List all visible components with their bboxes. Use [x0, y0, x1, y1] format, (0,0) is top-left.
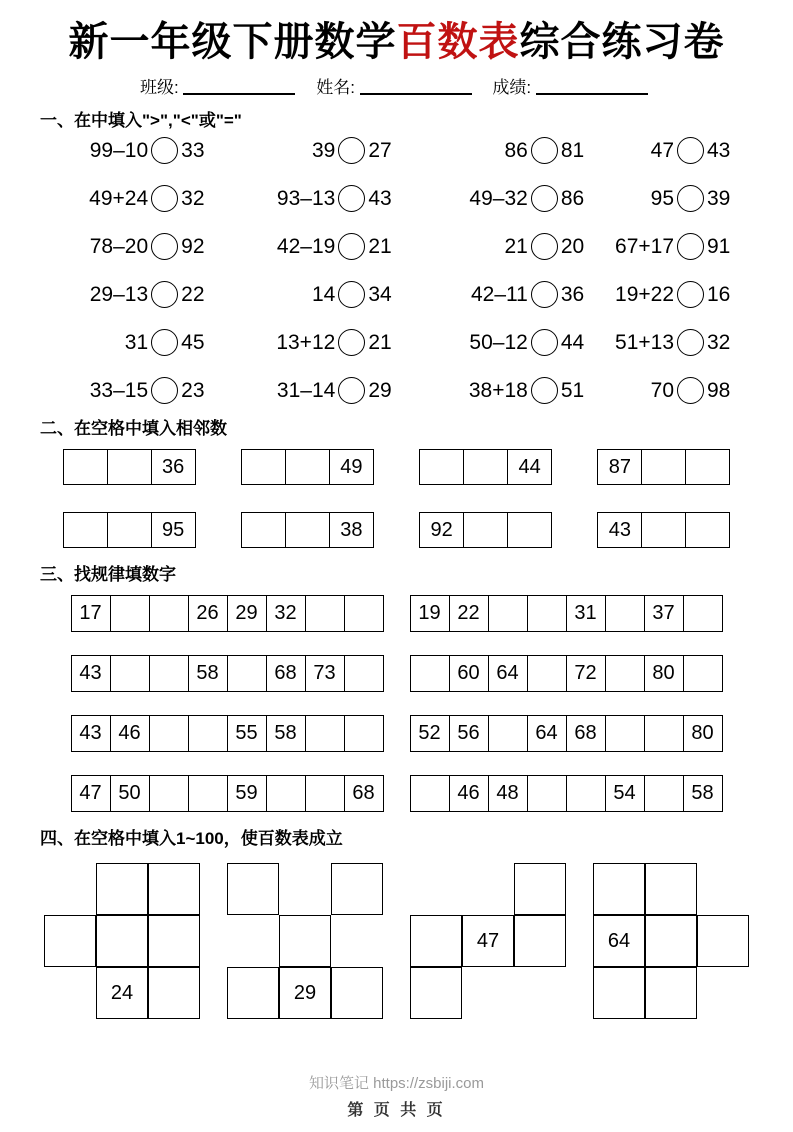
section4-heading: 四、在空格中填入1~100，使百数表成立: [40, 829, 343, 848]
blank-cell[interactable]: [149, 595, 189, 632]
blank-cell[interactable]: [266, 775, 306, 812]
comparison-item: [40, 137, 227, 164]
comparison-item: [40, 377, 227, 404]
blank-cell[interactable]: [527, 775, 567, 812]
right-number: 43: [707, 138, 731, 162]
right-number: 91: [707, 234, 731, 258]
number-cell: 73: [305, 655, 345, 692]
number-cell: 50: [110, 775, 150, 812]
comparison-item: [40, 281, 227, 308]
blank-cell[interactable]: [148, 863, 200, 915]
left-expression: 38+18: [468, 378, 528, 402]
hundred-chart-puzzle: [227, 863, 383, 1019]
site-watermark: 知识笔记 https://zsbiji.com: [308, 1075, 485, 1092]
blank-cell[interactable]: [641, 449, 686, 485]
comparison-item: [607, 137, 753, 164]
blank-cell[interactable]: [644, 715, 684, 752]
page-title: [40, 10, 753, 67]
left-expression: 31–14: [276, 378, 336, 402]
number-cell: 43: [71, 715, 111, 752]
right-number: 36: [560, 282, 585, 306]
right-number: 51: [560, 378, 585, 402]
left-expression: 42–11: [470, 282, 528, 306]
title-highlight: 百数表: [396, 20, 520, 64]
left-expression: 19+22: [615, 282, 674, 306]
right-number: 32: [707, 330, 731, 354]
left-expression: 93–13: [276, 186, 336, 210]
right-number: 29: [368, 378, 392, 402]
blank-cell[interactable]: [285, 512, 330, 548]
answer-circle[interactable]: [151, 137, 178, 164]
blank-cell[interactable]: [344, 715, 384, 752]
class-label: 班级:: [140, 78, 179, 97]
answer-circle[interactable]: [338, 329, 365, 356]
left-expression: 49–32: [469, 186, 528, 210]
blank-cell[interactable]: [410, 967, 462, 1019]
right-number: 81: [560, 138, 585, 162]
answer-circle[interactable]: [151, 281, 178, 308]
name-label: 姓名:: [316, 78, 355, 97]
blank-cell[interactable]: [285, 449, 330, 485]
adjacent-box: [63, 512, 196, 548]
left-expression: 14: [311, 282, 336, 306]
class-input-blank[interactable]: [183, 80, 295, 95]
blank-cell[interactable]: [463, 449, 508, 485]
comparison-item: [414, 377, 607, 404]
blank-cell[interactable]: [605, 595, 645, 632]
right-number: 21: [368, 234, 392, 258]
comparison-item: [414, 329, 607, 356]
left-expression: 29–13: [89, 282, 149, 306]
blank-cell[interactable]: [605, 655, 645, 692]
blank-cell[interactable]: [645, 967, 697, 1019]
comparison-item: [40, 329, 227, 356]
hundred-chart-puzzle: [593, 863, 749, 1019]
answer-circle[interactable]: [677, 329, 704, 356]
left-expression: 33–15: [89, 378, 149, 402]
number-cell: 55: [227, 715, 267, 752]
right-number: 23: [181, 378, 205, 402]
title-post: 综合练习卷: [519, 20, 725, 64]
blank-cell[interactable]: [514, 915, 566, 967]
comparison-item: [227, 137, 414, 164]
right-number: 43: [368, 186, 392, 210]
student-info-line: [140, 73, 753, 98]
comparison-item: [227, 185, 414, 212]
comparison-item: [607, 185, 753, 212]
blank-cell[interactable]: [685, 449, 730, 485]
answer-circle[interactable]: [531, 137, 558, 164]
comparison-grid: [40, 137, 753, 404]
blank-cell[interactable]: [344, 595, 384, 632]
right-number: 16: [707, 282, 731, 306]
comparison-item: [414, 281, 607, 308]
number-cell: 31: [566, 595, 606, 632]
number-cell: 68: [344, 775, 384, 812]
right-number: 21: [368, 330, 392, 354]
number-cell: 56: [449, 715, 489, 752]
adjacent-box: [597, 449, 730, 485]
left-expression: 99–10: [89, 138, 149, 162]
left-expression: 42–19: [276, 234, 336, 258]
number-cell: 54: [605, 775, 645, 812]
page-footer: [0, 1072, 793, 1120]
answer-circle[interactable]: [531, 233, 558, 260]
comparison-item: [607, 377, 753, 404]
answer-circle[interactable]: [151, 377, 178, 404]
number-cell: 64: [488, 655, 528, 692]
answer-circle[interactable]: [338, 281, 365, 308]
blank-cell[interactable]: [463, 512, 508, 548]
number-cell: 29: [227, 595, 267, 632]
adjacent-number-grid: [40, 449, 753, 548]
number-cell: 46: [110, 715, 150, 752]
pattern-strip: [71, 595, 384, 632]
pattern-strip: [410, 715, 723, 752]
left-expression: 47: [650, 138, 674, 162]
pattern-strip: [410, 595, 723, 632]
blank-cell[interactable]: [641, 512, 686, 548]
blank-cell[interactable]: [645, 915, 697, 967]
blank-cell[interactable]: [107, 512, 152, 548]
blank-cell[interactable]: [148, 915, 200, 967]
number-cell: 58: [188, 655, 228, 692]
adjacent-box: [597, 512, 730, 548]
left-expression: 70: [650, 378, 674, 402]
right-number: 32: [181, 186, 205, 210]
left-expression: 50–12: [469, 330, 528, 354]
blank-cell[interactable]: [331, 863, 383, 915]
title-pre: 新一年级下册数学: [68, 20, 397, 64]
number-cell: 29: [279, 967, 331, 1019]
left-expression: 67+17: [615, 234, 674, 258]
answer-circle[interactable]: [677, 185, 704, 212]
right-number: 86: [560, 186, 585, 210]
blank-cell[interactable]: [685, 512, 730, 548]
hundred-chart-puzzles: [44, 863, 749, 1019]
comparison-item: [607, 281, 753, 308]
number-cell: 64: [593, 915, 645, 967]
blank-cell[interactable]: [188, 775, 228, 812]
blank-cell[interactable]: [527, 595, 567, 632]
blank-cell[interactable]: [697, 915, 749, 967]
answer-circle[interactable]: [338, 377, 365, 404]
right-number: 44: [560, 330, 585, 354]
answer-circle[interactable]: [677, 281, 704, 308]
blank-cell[interactable]: [683, 595, 723, 632]
number-cell: 24: [96, 967, 148, 1019]
comparison-item: [227, 233, 414, 260]
number-cell: 80: [683, 715, 723, 752]
number-cell: 68: [266, 655, 306, 692]
right-number: 34: [368, 282, 392, 306]
blank-cell[interactable]: [63, 449, 108, 485]
blank-cell[interactable]: [149, 775, 189, 812]
blank-cell[interactable]: [305, 775, 345, 812]
right-number: 27: [368, 138, 392, 162]
pattern-strip: [410, 655, 723, 692]
blank-cell[interactable]: [63, 512, 108, 548]
adjacent-box: [419, 512, 552, 548]
blank-cell[interactable]: [488, 715, 528, 752]
number-cell: 19: [410, 595, 450, 632]
number-cell: 95: [151, 512, 196, 548]
blank-cell[interactable]: [644, 775, 684, 812]
left-expression: 31: [124, 330, 149, 354]
pattern-strip: [71, 655, 384, 692]
number-cell: 22: [449, 595, 489, 632]
number-cell: 26: [188, 595, 228, 632]
number-cell: 46: [449, 775, 489, 812]
score-input-blank[interactable]: [536, 80, 648, 95]
comparison-item: [607, 233, 753, 260]
section3-heading: 三、找规律填数字: [40, 565, 176, 584]
worksheet-page: [0, 10, 793, 1019]
number-cell: 32: [266, 595, 306, 632]
answer-circle[interactable]: [531, 377, 558, 404]
comparison-item: [227, 329, 414, 356]
comparison-item: [414, 185, 607, 212]
answer-circle[interactable]: [677, 137, 704, 164]
blank-cell[interactable]: [645, 863, 697, 915]
left-expression: 78–20: [89, 234, 149, 258]
blank-cell[interactable]: [227, 967, 279, 1019]
number-cell: 17: [71, 595, 111, 632]
comparison-item: [227, 281, 414, 308]
blank-cell[interactable]: [410, 775, 450, 812]
blank-cell[interactable]: [593, 967, 645, 1019]
right-number: 98: [707, 378, 731, 402]
blank-cell[interactable]: [410, 915, 462, 967]
number-cell: 80: [644, 655, 684, 692]
blank-cell[interactable]: [305, 595, 345, 632]
comparison-item: [40, 185, 227, 212]
number-cell: 47: [462, 915, 514, 967]
number-cell: 58: [683, 775, 723, 812]
number-cell: 72: [566, 655, 606, 692]
right-number: 20: [560, 234, 585, 258]
comparison-item: [40, 233, 227, 260]
blank-cell[interactable]: [241, 449, 286, 485]
number-cell: 44: [507, 449, 552, 485]
page-number-line: 第 页 共 页: [347, 1102, 446, 1119]
number-cell: 52: [410, 715, 450, 752]
right-number: 22: [181, 282, 205, 306]
comparison-item: [607, 329, 753, 356]
number-cell: 58: [266, 715, 306, 752]
number-cell: 64: [527, 715, 567, 752]
section2-heading: 二、在空格中填入相邻数: [40, 419, 227, 438]
blank-cell[interactable]: [110, 655, 150, 692]
blank-cell[interactable]: [96, 915, 148, 967]
adjacent-box: [241, 512, 374, 548]
left-expression: 86: [504, 138, 528, 162]
blank-cell[interactable]: [331, 967, 383, 1019]
answer-circle[interactable]: [151, 233, 178, 260]
pattern-strip: [410, 775, 723, 812]
comparison-item: [414, 137, 607, 164]
blank-cell[interactable]: [344, 655, 384, 692]
right-number: 92: [181, 234, 205, 258]
blank-cell[interactable]: [566, 775, 606, 812]
right-number: 33: [181, 138, 205, 162]
number-cell: 59: [227, 775, 267, 812]
answer-circle[interactable]: [338, 233, 365, 260]
pattern-strip: [71, 775, 384, 812]
blank-cell[interactable]: [507, 512, 552, 548]
left-expression: 39: [311, 138, 336, 162]
number-cell: 60: [449, 655, 489, 692]
blank-cell[interactable]: [110, 595, 150, 632]
blank-cell[interactable]: [188, 715, 228, 752]
number-cell: 49: [329, 449, 374, 485]
number-cell: 37: [644, 595, 684, 632]
comparison-item: [414, 233, 607, 260]
number-cell: 87: [597, 449, 642, 485]
answer-circle[interactable]: [338, 137, 365, 164]
blank-cell[interactable]: [227, 863, 279, 915]
answer-circle[interactable]: [677, 233, 704, 260]
adjacent-box: [419, 449, 552, 485]
blank-cell[interactable]: [593, 863, 645, 915]
number-cell: 92: [419, 512, 464, 548]
number-cell: 47: [71, 775, 111, 812]
number-cell: 36: [151, 449, 196, 485]
name-input-blank[interactable]: [360, 80, 472, 95]
left-expression: 95: [650, 186, 674, 210]
pattern-grid: [40, 595, 753, 812]
number-cell: 68: [566, 715, 606, 752]
hundred-chart-puzzle: [410, 863, 566, 1019]
number-cell: 43: [71, 655, 111, 692]
blank-cell[interactable]: [227, 655, 267, 692]
blank-cell[interactable]: [241, 512, 286, 548]
score-label: 成绩:: [492, 78, 532, 97]
blank-cell[interactable]: [410, 655, 450, 692]
blank-cell[interactable]: [514, 863, 566, 915]
left-expression: 51+13: [615, 330, 674, 354]
blank-cell[interactable]: [96, 863, 148, 915]
number-cell: 43: [597, 512, 642, 548]
blank-cell[interactable]: [527, 655, 567, 692]
section1-heading: 一、在中填入">","<"或"=": [40, 111, 242, 130]
blank-cell[interactable]: [305, 715, 345, 752]
adjacent-box: [63, 449, 196, 485]
blank-cell[interactable]: [107, 449, 152, 485]
number-cell: 48: [488, 775, 528, 812]
left-expression: 13+12: [276, 330, 336, 354]
answer-circle[interactable]: [531, 185, 558, 212]
number-cell: 38: [329, 512, 374, 548]
left-expression: 49+24: [89, 186, 149, 210]
answer-circle[interactable]: [151, 185, 178, 212]
blank-cell[interactable]: [149, 655, 189, 692]
blank-cell[interactable]: [605, 715, 645, 752]
adjacent-box: [241, 449, 374, 485]
comparison-item: [227, 377, 414, 404]
blank-cell[interactable]: [279, 915, 331, 967]
answer-circle[interactable]: [531, 281, 558, 308]
blank-cell[interactable]: [149, 715, 189, 752]
blank-cell[interactable]: [683, 655, 723, 692]
blank-cell[interactable]: [148, 967, 200, 1019]
pattern-strip: [71, 715, 384, 752]
blank-cell[interactable]: [44, 915, 96, 967]
blank-cell[interactable]: [419, 449, 464, 485]
left-expression: 21: [504, 234, 528, 258]
blank-cell[interactable]: [488, 595, 528, 632]
answer-circle[interactable]: [531, 329, 558, 356]
hundred-chart-puzzle: [44, 863, 200, 1019]
right-number: 45: [181, 330, 205, 354]
answer-circle[interactable]: [151, 329, 178, 356]
right-number: 39: [707, 186, 731, 210]
answer-circle[interactable]: [338, 185, 365, 212]
answer-circle[interactable]: [677, 377, 704, 404]
